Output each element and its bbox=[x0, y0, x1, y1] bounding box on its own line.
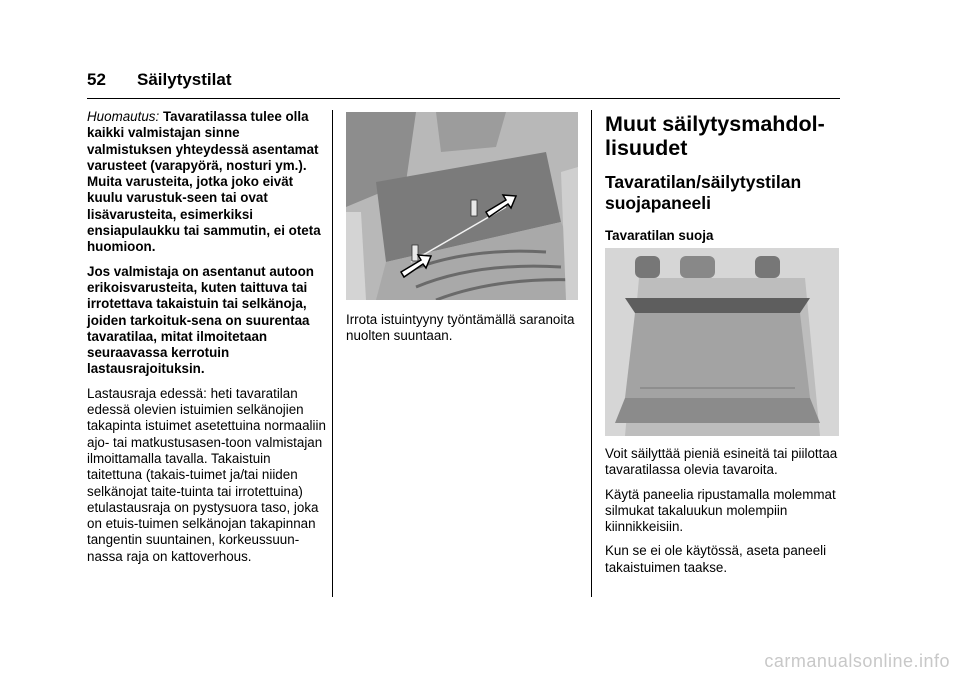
paragraph-hang-panel: Käytä paneelia ripustamalla molemmat silmukat takaluukun molempiin kiinnikkeisiin. bbox=[605, 486, 836, 535]
watermark: carmanualsonline.info bbox=[764, 651, 950, 671]
column-divider bbox=[332, 110, 333, 597]
page-number: 52 bbox=[87, 70, 106, 89]
paragraph-when-not-used: Kun se ei ole käytössä, aseta paneeli takaistuimen taakse. bbox=[605, 543, 827, 575]
figure-caption: Irrota istuintyyny työntämällä saranoita nuolten suuntaan. bbox=[346, 312, 575, 344]
heading-cover-panel: Tavaratilan/säilytystilan suojapaneeli bbox=[605, 172, 802, 213]
column-divider bbox=[591, 110, 592, 597]
seat-cushion-removal-illustration bbox=[346, 112, 578, 300]
column-middle bbox=[346, 112, 581, 353]
cargo-cover-illustration bbox=[605, 248, 839, 436]
heading-cargo-cover: Tavaratilan suoja bbox=[605, 228, 714, 243]
load-limit-paragraph: Lastausraja edessä: heti tavaratilan edessä olevien istuimien selkänojien takapinta istuimet asetettuina normaaliin ajo- tai matkustusasen-toon valmistajan ilmoittamalla tavalla. Takaistuin taitettuna (takais-tuimet ja/tai niiden selkänojat taite-tuinta tai irrotettuina) etulastausraja on pystysuora taso, joka on etuis-tuimen selkänojan takapinnan tangentin suuntainen, korkeussuun-nassa raja on kattoverhous. bbox=[87, 385, 326, 564]
special-equipment-paragraph: Jos valmistaja on asentanut autoon erikoisvarusteita, kuten taittuva tai irrotettava takaistuin tai selkänoja, joiden tarkoituk-sena on suurentaa tavaratilaa, mitat ilmoitetaan seuraavassa kerrotuin lastausrajoituksin. bbox=[87, 263, 314, 377]
note-label: Huomautus: bbox=[87, 109, 160, 124]
column-right bbox=[605, 112, 845, 584]
heading-other-storage: Muut säilytysmahdol-lisuudet bbox=[605, 112, 825, 160]
note-paragraph bbox=[87, 109, 327, 256]
paragraph-store-items: Voit säilyttää pieniä esineitä tai piilottaa tavaratilassa olevia tavaroita. bbox=[605, 446, 838, 478]
page-header bbox=[87, 66, 840, 99]
section-title: Säilytystilat bbox=[137, 70, 232, 89]
column-left bbox=[87, 109, 327, 573]
note-text: Tavaratilassa tulee olla kaikki valmistajan sinne valmistuksen yhteydessä asentamat varusteet (varapyörä, nosturi ym.). Muita varusteita, jotka joko eivät kuulu varustuk-seen tai ovat lisävarusteita, esimerkiksi ensiapulaukku tai sammutin, ei oteta huomioon. bbox=[87, 109, 321, 255]
